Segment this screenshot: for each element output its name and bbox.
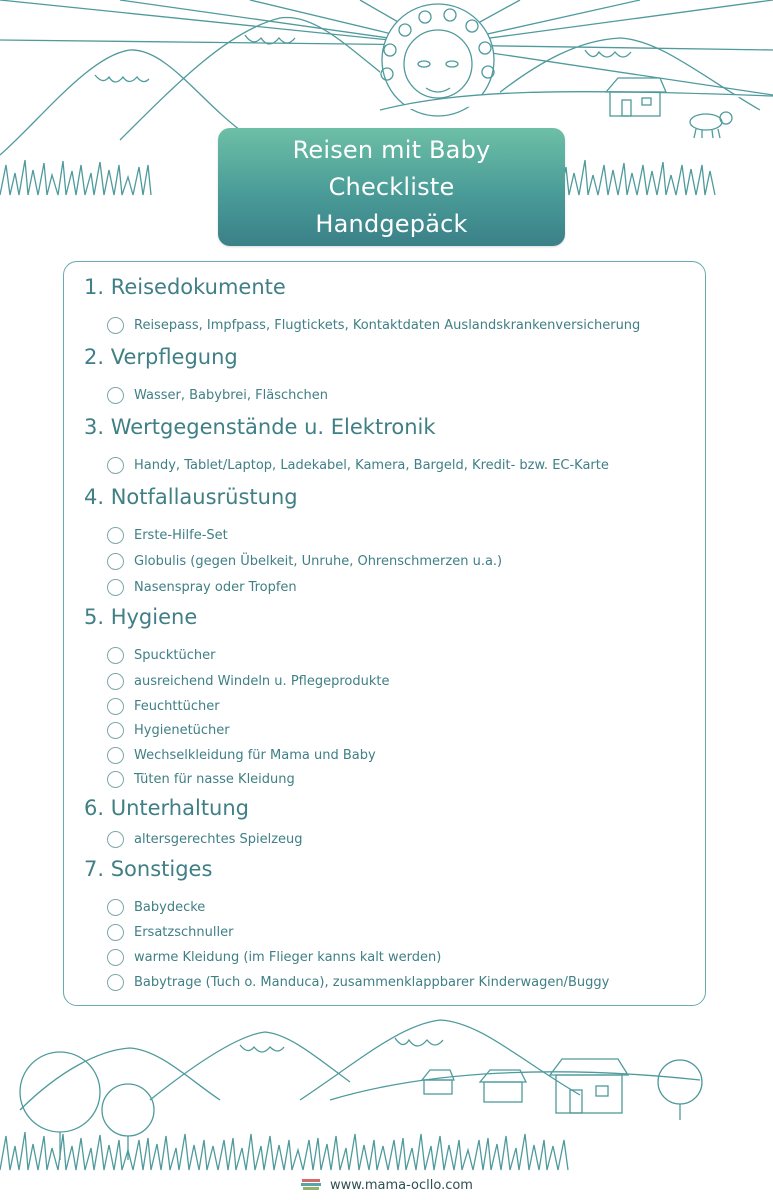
- hill-bottom: [330, 1072, 700, 1100]
- item-label: Wasser, Babybrei, Fläschchen: [134, 387, 328, 403]
- list-item[interactable]: [107, 384, 328, 406]
- checkbox-icon[interactable]: [107, 579, 124, 596]
- checkbox-icon[interactable]: [107, 722, 124, 739]
- snowcap-left: [95, 75, 149, 82]
- list-item[interactable]: [107, 719, 230, 741]
- grass-bottom: [0, 1132, 568, 1170]
- checkbox-icon[interactable]: [107, 647, 124, 664]
- checklist-card: [63, 261, 706, 1006]
- list-item[interactable]: [107, 314, 640, 336]
- checkbox-icon[interactable]: [107, 899, 124, 916]
- checkbox-icon[interactable]: [107, 771, 124, 788]
- item-label: Reisepass, Impfpass, Flugtickets, Kontaktdaten Auslandskrankenversicherung: [134, 317, 641, 333]
- item-label: Wechselkleidung für Mama und Baby: [134, 747, 376, 763]
- snowcap-bottom-right: [395, 1038, 443, 1046]
- mountain-center: [120, 17, 410, 140]
- mountain-bottom-left: [20, 1048, 220, 1110]
- item-label: Babydecke: [134, 899, 206, 915]
- snowcap-right: [585, 50, 631, 57]
- list-item[interactable]: [107, 576, 297, 598]
- tree-icon: [20, 1052, 702, 1160]
- list-item[interactable]: [107, 828, 303, 850]
- checkbox-icon[interactable]: [107, 553, 124, 570]
- checkbox-icon[interactable]: [107, 698, 124, 715]
- list-item[interactable]: [107, 768, 295, 790]
- title-line-3: Handgepäck: [315, 209, 468, 238]
- footer-url-link[interactable]: www.mama-ocllo.com: [330, 1177, 473, 1193]
- item-label: Babytrage (Tuch o. Manduca), zusammenklappbarer Kinderwagen/Buggy: [134, 974, 610, 990]
- checkbox-icon[interactable]: [107, 747, 124, 764]
- checkbox-icon[interactable]: [107, 949, 124, 966]
- mountain-bottom-center: [150, 1032, 350, 1100]
- section-title-verpflegung: 2. Verpflegung: [84, 345, 238, 369]
- list-item[interactable]: [107, 971, 609, 993]
- hut-icon: [422, 1059, 628, 1113]
- list-item[interactable]: [107, 921, 233, 943]
- list-item[interactable]: [107, 896, 205, 918]
- checkbox-icon[interactable]: [107, 673, 124, 690]
- title-line-1: Reisen mit Baby: [292, 135, 491, 164]
- item-label: Handy, Tablet/Laptop, Ladekabel, Kamera, Bargeld, Kredit- bzw. EC-Karte: [134, 457, 609, 473]
- list-item[interactable]: [107, 454, 609, 476]
- checkbox-icon[interactable]: [107, 974, 124, 991]
- item-label: warme Kleidung (im Flieger kanns kalt werden): [134, 949, 442, 965]
- item-label: altersgerechtes Spielzeug: [134, 831, 303, 847]
- list-item[interactable]: [107, 670, 389, 692]
- item-label: Globulis (gegen Übelkeit, Unruhe, Ohrenschmerzen u.a.): [134, 553, 503, 569]
- list-item[interactable]: [107, 644, 216, 666]
- list-item[interactable]: [107, 550, 502, 572]
- item-label: Hygienetücher: [134, 722, 230, 738]
- item-label: Erste-Hilfe-Set: [134, 527, 228, 543]
- item-label: Spucktücher: [134, 647, 216, 663]
- checkbox-icon[interactable]: [107, 831, 124, 848]
- checkbox-icon[interactable]: [107, 317, 124, 334]
- list-item[interactable]: [107, 524, 228, 546]
- section-title-notfallausruestung: 4. Notfallausrüstung: [84, 485, 298, 509]
- section-title-hygiene: 5. Hygiene: [84, 605, 198, 629]
- item-label: ausreichend Windeln u. Pflegeprodukte: [134, 673, 390, 689]
- title-line-2: Checkliste: [328, 172, 455, 201]
- title-banner: [218, 128, 565, 246]
- section-title-reisedokumente: 1. Reisedokumente: [84, 275, 286, 299]
- list-item[interactable]: [107, 946, 441, 968]
- item-label: Tüten für nasse Kleidung: [134, 771, 295, 787]
- list-item[interactable]: [107, 744, 376, 766]
- section-title-unterhaltung: 6. Unterhaltung: [84, 796, 250, 820]
- item-label: Nasenspray oder Tropfen: [134, 579, 297, 595]
- checkbox-icon[interactable]: [107, 387, 124, 404]
- item-label: Ersatzschnuller: [134, 924, 234, 940]
- list-item[interactable]: [107, 695, 220, 717]
- mountain-bottom-right: [300, 1020, 580, 1100]
- book-stack-logo-icon: [300, 1178, 322, 1192]
- item-label: Feuchttücher: [134, 698, 220, 714]
- section-title-wertgegenstaende: 3. Wertgegenstände u. Elektronik: [84, 415, 436, 439]
- checkbox-icon[interactable]: [107, 457, 124, 474]
- snowcap-bottom-center: [240, 1045, 284, 1052]
- sheep-icon: [690, 112, 732, 138]
- footer-landscape-illustration: [0, 1010, 773, 1180]
- footer: [300, 1174, 473, 1196]
- checkbox-icon[interactable]: [107, 924, 124, 941]
- checkbox-icon[interactable]: [107, 527, 124, 544]
- section-title-sonstiges: 7. Sonstiges: [84, 857, 213, 881]
